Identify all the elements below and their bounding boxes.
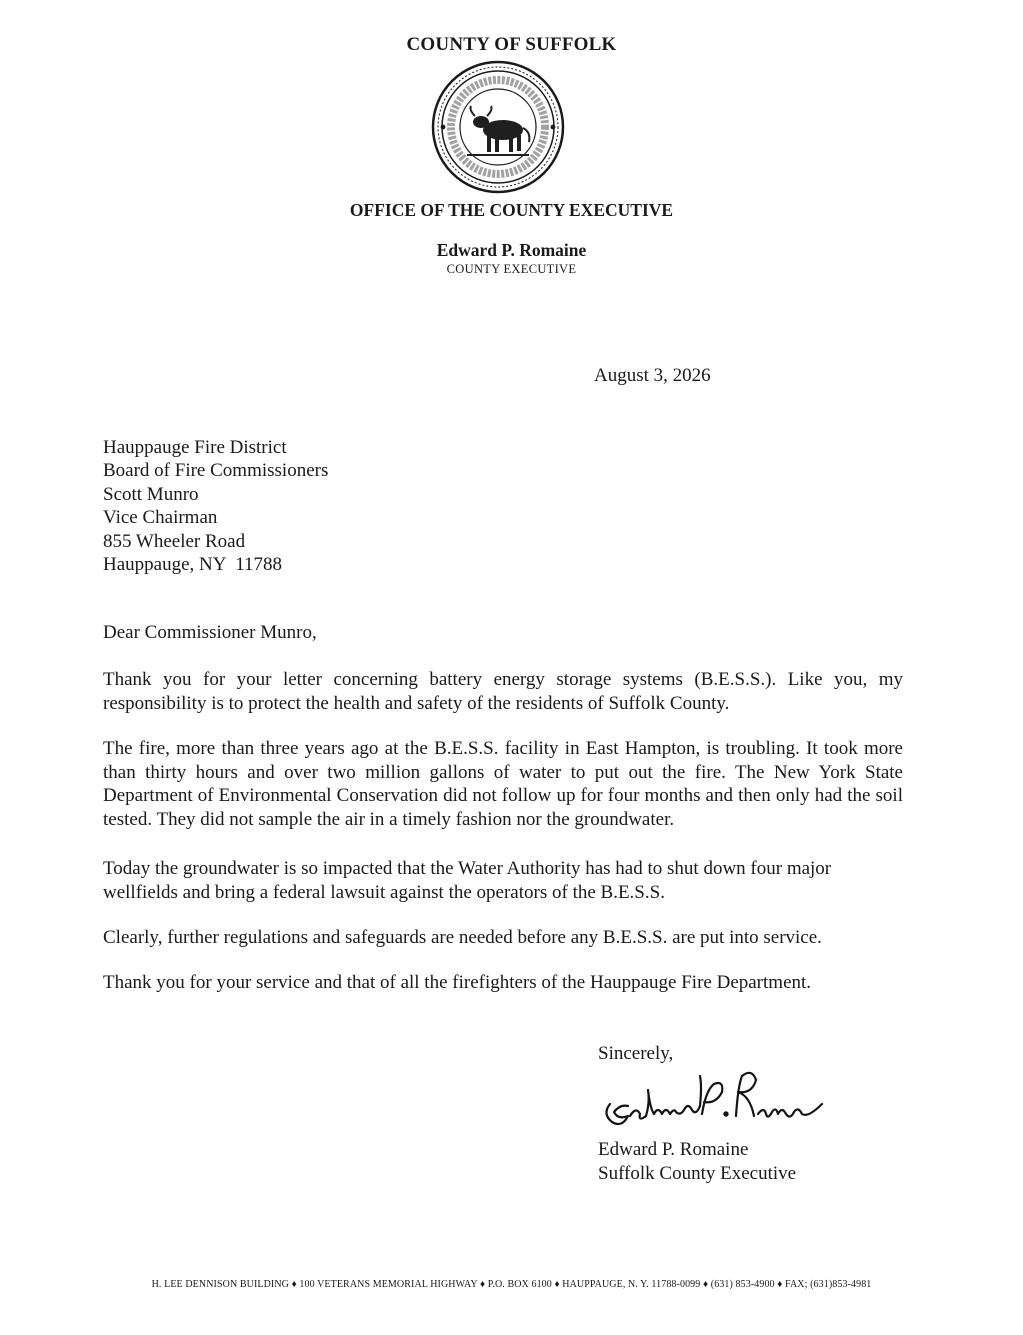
handwritten-signature [590, 1064, 850, 1144]
address-line: Scott Munro [103, 483, 199, 505]
body-paragraph: The fire, more than three years ago at the B.E.S.S. facility in East Hampton, is troubling. It took more than thirty hours and over two million gallons of water to put out the fire. The New York State Department of Environmental Conservation did not follow up for four months and then only had the soil tested. They did not sample the air in a timely fashion nor the groundwater. [103, 738, 903, 830]
valediction: Sincerely, [598, 1043, 674, 1064]
address-line: Board of Fire Commissioners [103, 460, 329, 482]
recipient-address [103, 436, 328, 576]
address-line: Hauppauge Fire District [103, 437, 287, 458]
letter-date: August 3, 2026 [594, 365, 711, 386]
office-heading: OFFICE OF THE COUNTY EXECUTIVE [349, 200, 674, 220]
salutation: Dear Commissioner Munro, [103, 622, 317, 643]
signatory-name: Edward P. Romaine [598, 1139, 749, 1160]
body-paragraph: Thank you for your service and that of all the firefighters of the Hauppauge Fire Department. [103, 972, 812, 993]
address-line: Hauppauge, NY 11788 [103, 554, 283, 576]
executive-title: COUNTY EXECUTIVE [446, 262, 577, 276]
letterhead-footer: H. LEE DENNISON BUILDING ♦ 100 VETERANS MEMORIAL HIGHWAY ♦ P.O. BOX 6100 ♦ HAUPPAUGE, N. Y. 11788-0099 ♦ (631) 853-4900 ♦ FAX; (631)853-4981 [151, 1279, 872, 1290]
address-line: Vice Chairman [103, 507, 218, 529]
county-heading: COUNTY OF SUFFOLK [406, 34, 617, 55]
body-paragraph: Thank you for your letter concerning battery energy storage systems (B.E.S.S.). Like you, my responsibility is to protect the health and safety of the residents of Suffolk County. [103, 669, 903, 714]
executive-name: Edward P. Romaine [436, 240, 587, 260]
county-seal [431, 60, 565, 194]
signatory-block [598, 1138, 796, 1186]
address-line: 855 Wheeler Road [103, 530, 246, 552]
body-paragraph: Today the groundwater is so impacted that the Water Authority has had to shut down four major wellfields and bring a federal lawsuit against the operators of the B.E.S.S. [103, 858, 832, 903]
signatory-title: Suffolk County Executive [598, 1163, 797, 1184]
body-paragraph: Clearly, further regulations and safeguards are needed before any B.E.S.S. are put into service. [103, 927, 822, 948]
